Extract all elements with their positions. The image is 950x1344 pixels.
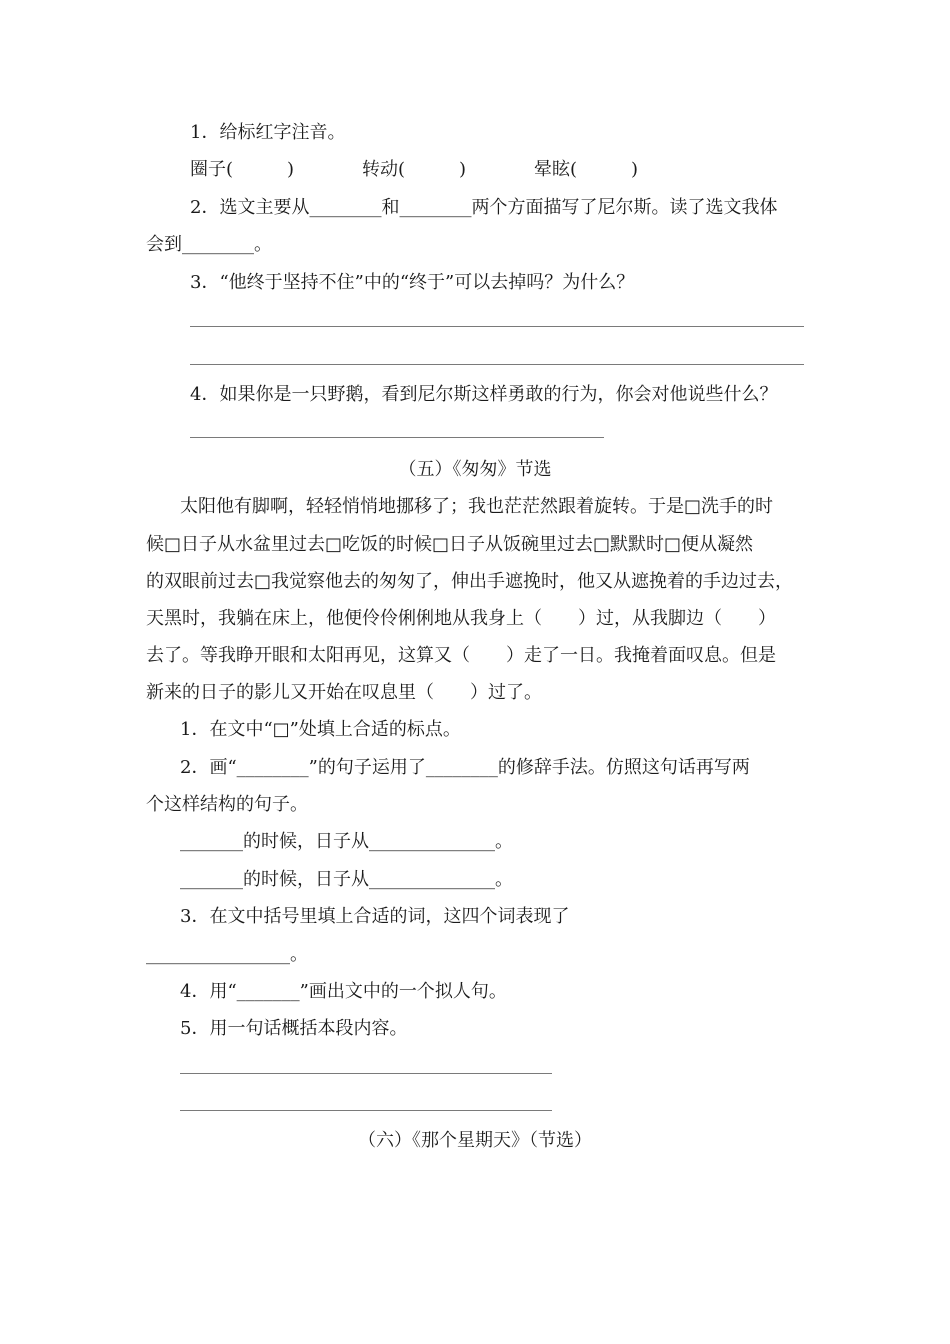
s5-question-5: 5．用一句话概括本段内容。 <box>180 1018 408 1039</box>
s4-question-2: 2．选文主要从________和________两个方面描写了尼尔斯。读了选文我体 <box>190 197 778 218</box>
s4-q1-word-1: 圈子( ) <box>190 159 295 180</box>
answer-line[interactable] <box>180 1073 552 1074</box>
s4-question-2-cont: 会到________。 <box>146 234 272 255</box>
passage-line-6: 新来的日子的影儿又开始在叹息里（ ）过了。 <box>146 682 542 703</box>
s5-question-2-cont: 个这样结构的句子。 <box>146 794 308 815</box>
answer-line[interactable] <box>180 1110 552 1111</box>
passage-line-2: 候□日子从水盆里过去□吃饭的时候□日子从饭碗里过去□默默时□便从凝然 <box>146 534 754 555</box>
section-5-title: （五）《匆匆》节选 <box>398 459 552 480</box>
passage-line-3: 的双眼前过去□我觉察他去的匆匆了，伸出手遮挽时，他又从遮挽着的手边过去， <box>146 571 794 592</box>
passage-line-4: 天黑时，我躺在床上，他便伶伶俐俐地从我身上（ ）过，从我脚边（ ） <box>146 608 776 629</box>
s5-question-3: 3．在文中括号里填上合适的词，这四个词表现了 <box>180 906 570 927</box>
s5-question-4: 4．用“_______”画出文中的一个拟人句。 <box>180 981 507 1002</box>
answer-line[interactable] <box>190 326 804 327</box>
s5-q2-blank-sentence-1[interactable]: _______的时候，日子从______________。 <box>180 831 513 852</box>
s5-question-3-blank[interactable]: ________________。 <box>146 944 308 965</box>
answer-line[interactable] <box>190 364 804 365</box>
s4-question-4: 4．如果你是一只野鹅，看到尼尔斯这样勇敢的行为，你会对他说些什么？ <box>190 384 778 405</box>
s5-question-1: 1．在文中“□”处填上合适的标点。 <box>180 719 461 740</box>
s5-question-2: 2．画“________”的句子运用了________的修辞手法。仿照这句话再写两 <box>180 757 750 778</box>
answer-line[interactable] <box>190 437 604 438</box>
s4-q1-word-3: 晕眩( ) <box>534 159 639 180</box>
passage-line-1: 太阳他有脚啊，轻轻悄悄地挪移了；我也茫茫然跟着旋转。于是□洗手的时 <box>180 496 774 517</box>
passage-line-5: 去了。等我睁开眼和太阳再见，这算又（ ）走了一日。我掩着面叹息。但是 <box>146 645 776 666</box>
section-6-title: （六）《那个星期天》（节选） <box>358 1130 592 1151</box>
s4-question-1: 1．给标红字注音。 <box>190 122 346 143</box>
s4-question-3: 3．“他终于坚持不住”中的“终于”可以去掉吗？为什么？ <box>190 272 635 293</box>
s5-q2-blank-sentence-2[interactable]: _______的时候，日子从______________。 <box>180 869 513 890</box>
s4-q1-word-2: 转动( ) <box>362 159 467 180</box>
